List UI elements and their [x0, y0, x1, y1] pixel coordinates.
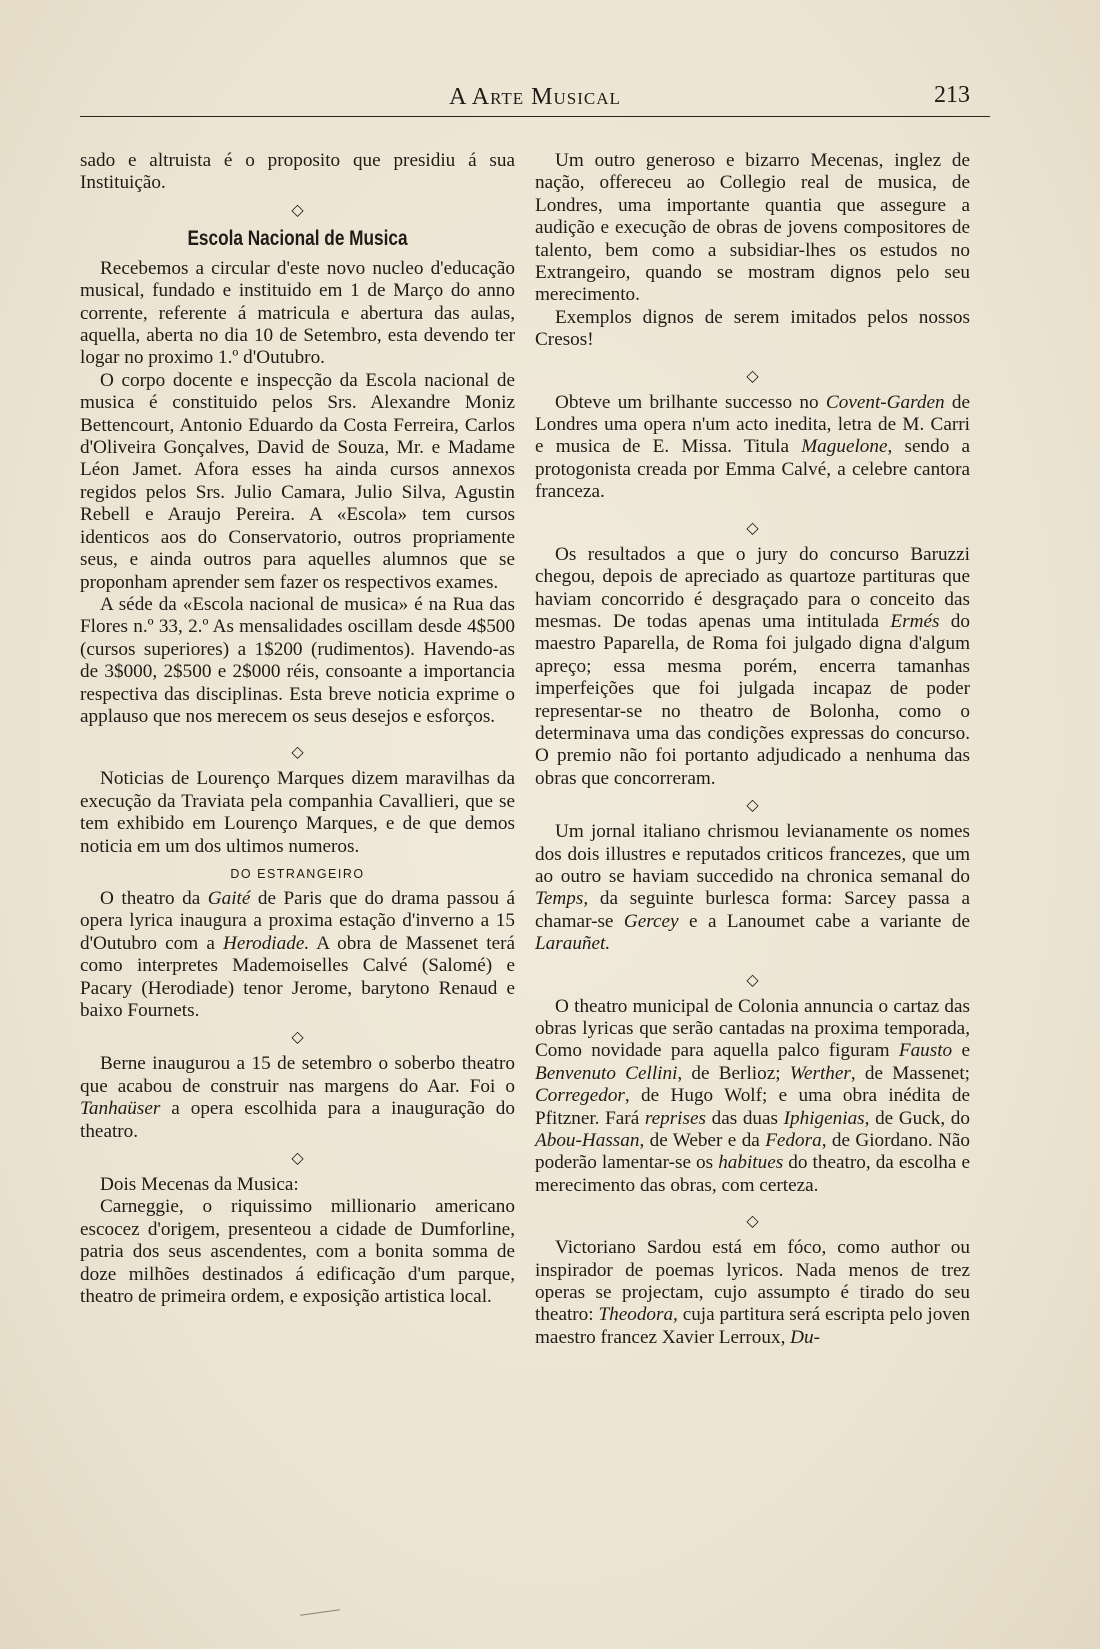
diamond-ornament-icon: ◇	[291, 1148, 304, 1168]
page-header	[80, 82, 990, 117]
page-number: 213	[934, 82, 970, 108]
lourenco-paragraph: Noticias de Lourenço Marques dizem maravilhas da execução da Traviata pela companhia Cavallieri, que se tem exhibido em Lourenço Marques, e de que demos noticia em um dos ultimos numeros.	[80, 768, 515, 857]
right-column	[535, 150, 970, 1349]
mecenas-paragraph-2: Um outro generoso e bizarro Mecenas, inglez de nação, offereceu ao Collegio real de musica, de Londres, uma importante quantia que assegure a audição e execução de obras de jovens compositores de talento, bem como a subsidiar-lhes os estudos no Extrangeiro, quando se mostram dignos pelo seu merecimento.	[535, 150, 970, 306]
escola-paragraph-1: Recebemos a circular d'este novo nucleo d'educação musical, fundado e instituido em 1 de Março do anno corrente, referente á matricula e abertura das aulas, aquella, aberta no dia 10 de Setembro, esta devendo ter logar no proximo 1.º d'Outubro.	[80, 257, 515, 369]
mecenas-paragraph-1: Carneggie, o riquissimo millionario americano escocez d'origem, presenteou a cidade de Dumforline, patria dos seus ascendentes, com a bonita somma de doze milhões destinados á edificação d'um parque, theatro de primeira ordem, e exposição artistica local.	[80, 1196, 515, 1308]
sardou-paragraph: Victoriano Sardou está em fóco, como author ou inspirador de poemas lyricos. Nada menos de trez operas se projectam, cujo assumpto é tirado do seu theatro: Theodora, cuja partitura será escripta pelo joven maestro francez Xavier Lerroux, Du-	[535, 1237, 970, 1348]
mecenas-paragraph-3: Exemplos dignos de serem imitados pelos nossos Cresos!	[535, 306, 970, 351]
section-title: Escola Nacional de Musica	[187, 226, 408, 250]
diamond-ornament-icon: ◇	[291, 742, 304, 762]
diamond-ornament-icon: ◇	[291, 199, 304, 219]
diamond-ornament-icon: ◇	[746, 1211, 759, 1231]
section-subhead: DO ESTRANGEIRO	[230, 866, 365, 881]
journal-title: A Arte Musical	[449, 84, 621, 110]
covent-garden-paragraph: Obteve um brilhante successo no Covent-Garden de Londres uma opera n'um acto inedita, letra de M. Carri e musica de E. Missa. Titula Maguelone, sendo a protogonista creada por Emma Calvé, a celebre cantora franceza.	[535, 391, 971, 503]
mecenas-title: Dois Mecenas da Musica:	[100, 1174, 299, 1196]
berne-paragraph: Berne inaugurou a 15 de setembro o soberbo theatro que acabou de construir nas margens do Aar. Foi o Tanhaüser a opera escolhida para a inauguração do theatro.	[80, 1053, 515, 1142]
colonia-paragraph: O theatro municipal de Colonia annuncia o cartaz das obras lyricas que serão cantadas na proxima temporada, Como novidade para aquella palco figuram Fausto e Benvenuto Cellini, de Berlioz; Werther, de Massenet; Corregedor, de Hugo Wolf; e uma obra inédita de Pfitzner. Fará reprises das duas Iphigenias, de Guck, do Abou-Hassan, de Weber e da Fedora, de Giordano. Não poderão lamentar-se os habitues do theatro, da escolha e merecimento das obras, com certeza.	[535, 995, 970, 1196]
escola-paragraph-2: O corpo docente e inspecção da Escola nacional de musica é constituido pelos Srs. Alexandre Moniz Bettencourt, Antonio Eduardo da Costa Ferreira, Carlos d'Oliveira Gonçalves, David de Souza, Mr. e Madame Léon Jamet. Afora esses ha ainda cursos annexos regidos pelos Srs. Julio Camara, Julio Silva, Agustin Rebell e Araujo Pereira. A «Escola» tem cursos identicos aos do Conservatorio, outros propriamente seus, e ainda outros para aquelles alumnos que se proponham aprender sem fazer os respectivos exames.	[80, 369, 515, 593]
diamond-ornament-icon: ◇	[291, 1027, 304, 1047]
gaite-paragraph: O theatro da Gaité de Paris que do drama passou á opera lyrica inaugura a proxima estação d'inverno a 15 d'Outubro com a Herodiade. A obra de Massenet terá como interpretes Mademoiselles Calvé (Salomé) e Pacary (Herodiade) tenor Jerome, barytono Renaud e baixo Fournets.	[80, 887, 515, 1021]
escola-paragraph-3: A séde da «Escola nacional de musica» é na Rua das Flores n.º 33, 2.º As mensalidades oscillam desde 4$500 (cursos superiores) a 1$200 (rudimentos). Havendo-as de 3$000, 2$500 e 2$000 réis, consoante a importancia respectiva das disciplinas. Esta breve noticia exprime o applauso que nos merecem os seus desejos e esforços.	[80, 593, 515, 727]
diamond-ornament-icon: ◇	[746, 365, 759, 385]
jornal-paragraph: Um jornal italiano chrismou levianamente os nomes dos dois illustres e reputados criticos francezes, que um ao outro se haviam succedido na chronica semanal do Temps, da seguinte burlesca forma: Sarcey passa a chamar-se Gercey e a Lanoumet cabe a variante de Larauñet.	[535, 821, 970, 955]
diamond-ornament-icon: ◇	[746, 795, 759, 815]
baruzzi-paragraph: Os resultados a que o jury do concurso Baruzzi chegou, depois de apreciado as quartoze partituras que haviam concorrido é desgraçado para o conceito das mesmas. De todas apenas uma intitulada Ermés do maestro Paparella, de Roma foi julgado digna d'algum apreço; essa mesma porém, encerra tamanhas imperfeições que foi julgada incapaz de poder representar-se no theatro de Bolonha, como o determinava uma das condições expressas do concurso. O premio não foi portanto adjudicado a nenhuma das obras que concorreram.	[535, 543, 970, 789]
ink-mark	[300, 1609, 340, 1616]
left-column	[80, 150, 515, 1308]
intro-paragraph: sado e altruista é o proposito que presidiu á sua Instituição.	[80, 150, 515, 194]
diamond-ornament-icon: ◇	[746, 969, 759, 989]
diamond-ornament-icon: ◇	[746, 517, 759, 537]
